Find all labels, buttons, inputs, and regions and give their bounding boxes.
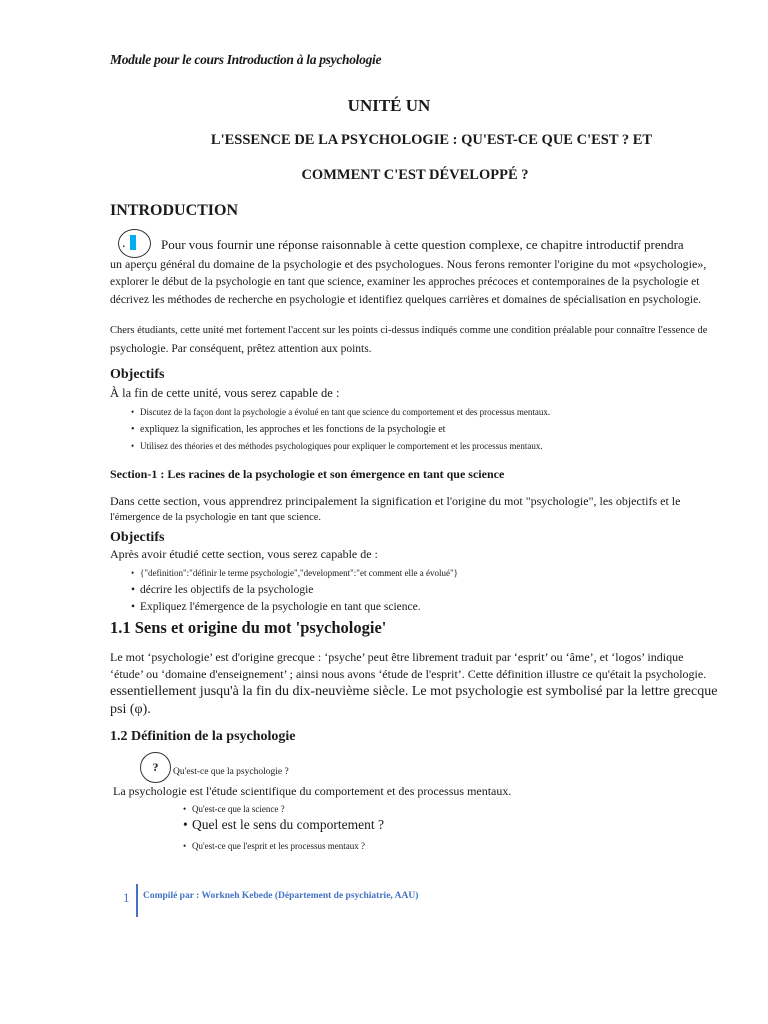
students-note-line-2: psychologie. Par conséquent, prêtez attention aux points.: [110, 343, 372, 355]
students-note: [110, 321, 740, 359]
section-1-paragraph: Dans cette section, vous apprendrez principalement la signification et l'origine du mot "psychologie", les objectifs et le: [110, 494, 681, 508]
intro-paragraph: [110, 255, 768, 309]
unit-subtitle-line-1: L'ESSENCE DE LA PSYCHOLOGIE : QU'EST-CE QUE C'EST ? ET: [210, 132, 653, 148]
list-item: • Expliquez l'émergence de la psychologie en tant que science.: [131, 599, 458, 616]
introduction-heading: INTRODUCTION: [110, 202, 239, 219]
psychology-definition: La psychologie est l'étude scientifique du comportement et des processus mentaux.: [113, 784, 512, 798]
section-1-heading: Section-1 : Les racines de la psychologie et son émergence en tant que science: [110, 467, 505, 481]
intro-line-4: décrivez les méthodes de recherche en psychologie et identifiez quelques carrières et domaines de spécialisation en psychologie.: [110, 294, 702, 306]
section-1-2-heading: 1.2 Définition de la psychologie: [110, 729, 296, 744]
section-1-1-paragraph: [110, 649, 768, 719]
list-item: • Qu'est-ce que l'esprit et les processus mentaux ?: [183, 837, 384, 853]
note-marker-icon: [130, 235, 136, 250]
list-item: • décrire les objectifs de la psychologie: [131, 582, 458, 599]
question-circle-icon: ?: [140, 752, 171, 783]
section-objectives-intro: Après avoir étudié cette section, vous serez capable de :: [110, 547, 378, 561]
list-item: • Qu'est-ce que la science ?: [183, 800, 384, 816]
section-1-1-line-1: Le mot ‘psychologie’ est d'origine grecque : ‘psyche’ peut être librement traduit par ‘esprit’ ou ‘âme’, et ‘logos’ indique: [110, 650, 684, 664]
section-objectives-heading: Objectifs: [110, 530, 165, 545]
objectives-list: [131, 404, 550, 455]
students-note-line-1: Chers étudiants, cette unité met fortement l'accent sur les points ci-dessus indiqués comme une condition préalable pour connaître l'essence de: [110, 325, 708, 336]
list-item: • Utilisez des théories et des méthodes psychologiques pour expliquer le comportement et les processus mentaux.: [131, 438, 550, 455]
list-item: • Discutez de la façon dont la psychologie a évolué en tant que science du comportement et des processus mentaux.: [131, 404, 550, 421]
footer-credit: Compilé par : Workneh Kebede (Département de psychiatrie, AAU): [143, 891, 419, 901]
objectives-intro: À la fin de cette unité, vous serez capable de :: [110, 386, 340, 400]
list-item: • expliquez la signification, les approches et les fonctions de la psychologie et: [131, 421, 550, 438]
page-number: 1: [123, 890, 130, 905]
definition-questions-list: [183, 800, 384, 853]
section-1-1-line-3: essentiellement jusqu'à la fin du dix-neuvième siècle. Le mot psychologie est symbolisé par la lettre grecque: [110, 684, 718, 699]
section-1-1-line-2: ‘étude’ ou ‘domaine d'enseignement’ ; ainsi nous avons ‘étude de l'esprit’. Cette définition illustre ce qu'était la psychologie.: [110, 667, 707, 681]
module-title: Module pour le cours Introduction à la psychologie: [110, 52, 382, 67]
section-objectives-list: [131, 565, 458, 616]
intro-line-1: Pour vous fournir une réponse raisonnable à cette question complexe, ce chapitre introductif prendra: [161, 237, 684, 252]
note-dot: .: [122, 236, 126, 251]
section-1-1-line-4: psi (φ).: [110, 702, 151, 717]
intro-line-3: explorer le début de la psychologie en tant que science, examiner les approches précoces et contemporaines de la psychologie et: [110, 276, 700, 288]
list-item: • {"definition":"définir le terme psychologie","development":"et comment elle a évolué"}: [131, 565, 458, 582]
section-1-1-heading: 1.1 Sens et origine du mot 'psychologie': [110, 618, 387, 637]
unit-title: UNITÉ UN: [347, 96, 431, 115]
unit-subtitle-line-2: COMMENT C'EST DÉVELOPPÉ ?: [301, 167, 529, 183]
question-text: Qu'est-ce que la psychologie ?: [173, 767, 289, 777]
intro-line-2: un aperçu général du domaine de la psychologie et des psychologues. Nous ferons remonter l'origine du mot «psychologie»,: [110, 257, 707, 271]
objectives-heading: Objectifs: [110, 367, 165, 382]
footer-divider: [136, 884, 138, 917]
list-item: • Quel est le sens du comportement ?: [183, 816, 384, 837]
section-1-paragraph-line-2: l'émergence de la psychologie en tant que science.: [110, 512, 322, 523]
